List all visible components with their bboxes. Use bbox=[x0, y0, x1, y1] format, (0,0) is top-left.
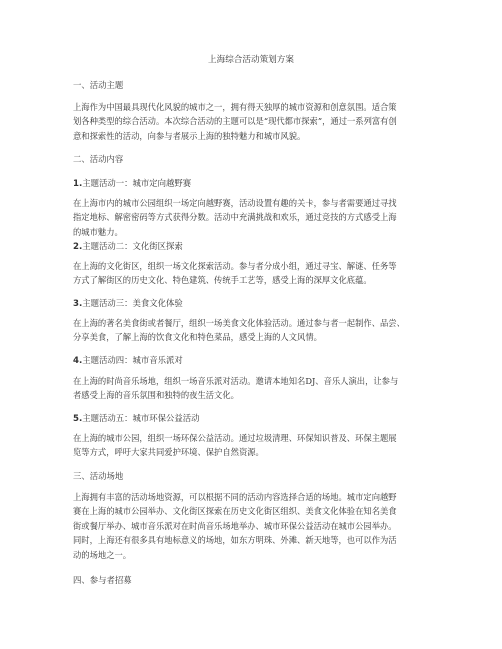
paragraph-line: 在上海的城市公园，组织一场环保公益活动。通过垃圾清理、环保知识普及、环保主题展 bbox=[73, 433, 397, 443]
section-paragraph-theme bbox=[73, 100, 433, 143]
activity-title: 主题活动二：文化街区探索 bbox=[82, 241, 183, 251]
activity-heading-4 bbox=[73, 354, 183, 367]
activity-title: 主题活动三：美食文化体验 bbox=[82, 298, 183, 308]
activity-number: 4. bbox=[73, 356, 83, 366]
activity-heading-2 bbox=[73, 240, 183, 253]
activity-heading-1 bbox=[73, 177, 191, 190]
paragraph-line: 指定地标、解密密码等方式获得分数。活动中充满挑战和欢乐，通过竞技的方式感受上海 bbox=[73, 212, 397, 223]
section-paragraph-venue bbox=[73, 490, 433, 562]
paragraph-line: 在上海的文化街区，组织一场文化探索活动。参与者分成小组，通过寻宝、解谜、任务等 bbox=[73, 261, 397, 271]
section-heading-content: 二、活动内容 bbox=[73, 154, 124, 164]
paragraph-line: 动的场地之一。 bbox=[73, 549, 132, 560]
section-heading-recruitment: 四、参与者招募 bbox=[73, 575, 132, 585]
paragraph-line: 同时，上海还有很多具有地标意义的场地，如东方明珠、外滩、新天地等，也可以作为活 bbox=[73, 535, 397, 546]
activity-paragraph-1 bbox=[73, 196, 433, 239]
paragraph-line: 方式了解街区的历史文化、特色建筑、传统手工艺等，感受上海的深厚文化底蕴。 bbox=[73, 275, 372, 286]
paragraph-line: 意和探索性的活动，向参与者展示上海的独特魅力和城市风貌。 bbox=[73, 130, 306, 141]
activity-number: 3. bbox=[73, 299, 83, 309]
activity-paragraph-4 bbox=[73, 374, 433, 403]
paragraph-line: 街或餐厅举办、城市音乐派对在时尚音乐场地举办、城市环保公益活动在城市公园举办。 bbox=[73, 520, 397, 531]
activity-title: 主题活动一：城市定向越野赛 bbox=[82, 178, 192, 188]
section-heading-theme: 一、活动主题 bbox=[73, 80, 124, 90]
activity-paragraph-2 bbox=[73, 259, 433, 288]
paragraph-line: 分享美食，了解上海的饮食文化和特色菜品，感受上海的人文风情。 bbox=[73, 332, 322, 343]
activity-number: 2. bbox=[73, 242, 83, 252]
document-title: 上海综合活动策划方案 bbox=[208, 55, 294, 65]
paragraph-line: 划各种类型的综合活动。本次综合活动的主题可以是“现代都市探索”，通过一系列富有创 bbox=[73, 116, 397, 127]
activity-title: 主题活动五：城市环保公益活动 bbox=[82, 413, 200, 423]
activity-heading-5 bbox=[73, 412, 200, 425]
paragraph-line: 上海拥有丰富的活动场地资源，可以根据不同的活动内容选择合适的场地。城市定向越野 bbox=[73, 492, 397, 502]
paragraph-line: 在上海的著名美食街或者餐厅，组织一场美食文化体验活动。通过参与者一起制作、品尝、 bbox=[73, 318, 405, 328]
activity-paragraph-3 bbox=[73, 316, 433, 345]
paragraph-line: 览等方式，呼吁大家共同爱护环境、保护自然资源。 bbox=[73, 447, 264, 458]
section-heading-venue: 三、活动场地 bbox=[73, 471, 124, 481]
activity-paragraph-5 bbox=[73, 431, 433, 460]
activity-number: 5. bbox=[73, 414, 83, 424]
paragraph-line: 赛在上海的城市公园举办、文化街区探索在历史文化街区组织、美食文化体验在知名美食 bbox=[73, 506, 397, 517]
paragraph-line: 者感受上海的音乐氛围和独特的夜生活文化。 bbox=[73, 390, 239, 401]
paragraph-line: 上海作为中国最具现代化风貌的城市之一，拥有得天独厚的城市资源和创意氛围。适合策 bbox=[73, 102, 397, 112]
activity-heading-3 bbox=[73, 297, 183, 310]
paragraph-line: 的城市魅力。 bbox=[73, 226, 123, 237]
activity-number: 1. bbox=[73, 179, 83, 189]
paragraph-line: 在上海市内的城市公园组织一场定向越野赛，活动设置有趣的关卡，参与者需要通过寻找 bbox=[73, 198, 397, 208]
activity-title: 主题活动四：城市音乐派对 bbox=[82, 355, 183, 365]
paragraph-line: 在上海的时尚音乐场地，组织一场音乐派对活动。邀请本地知名DJ、音乐人演出，让参与 bbox=[73, 376, 399, 386]
